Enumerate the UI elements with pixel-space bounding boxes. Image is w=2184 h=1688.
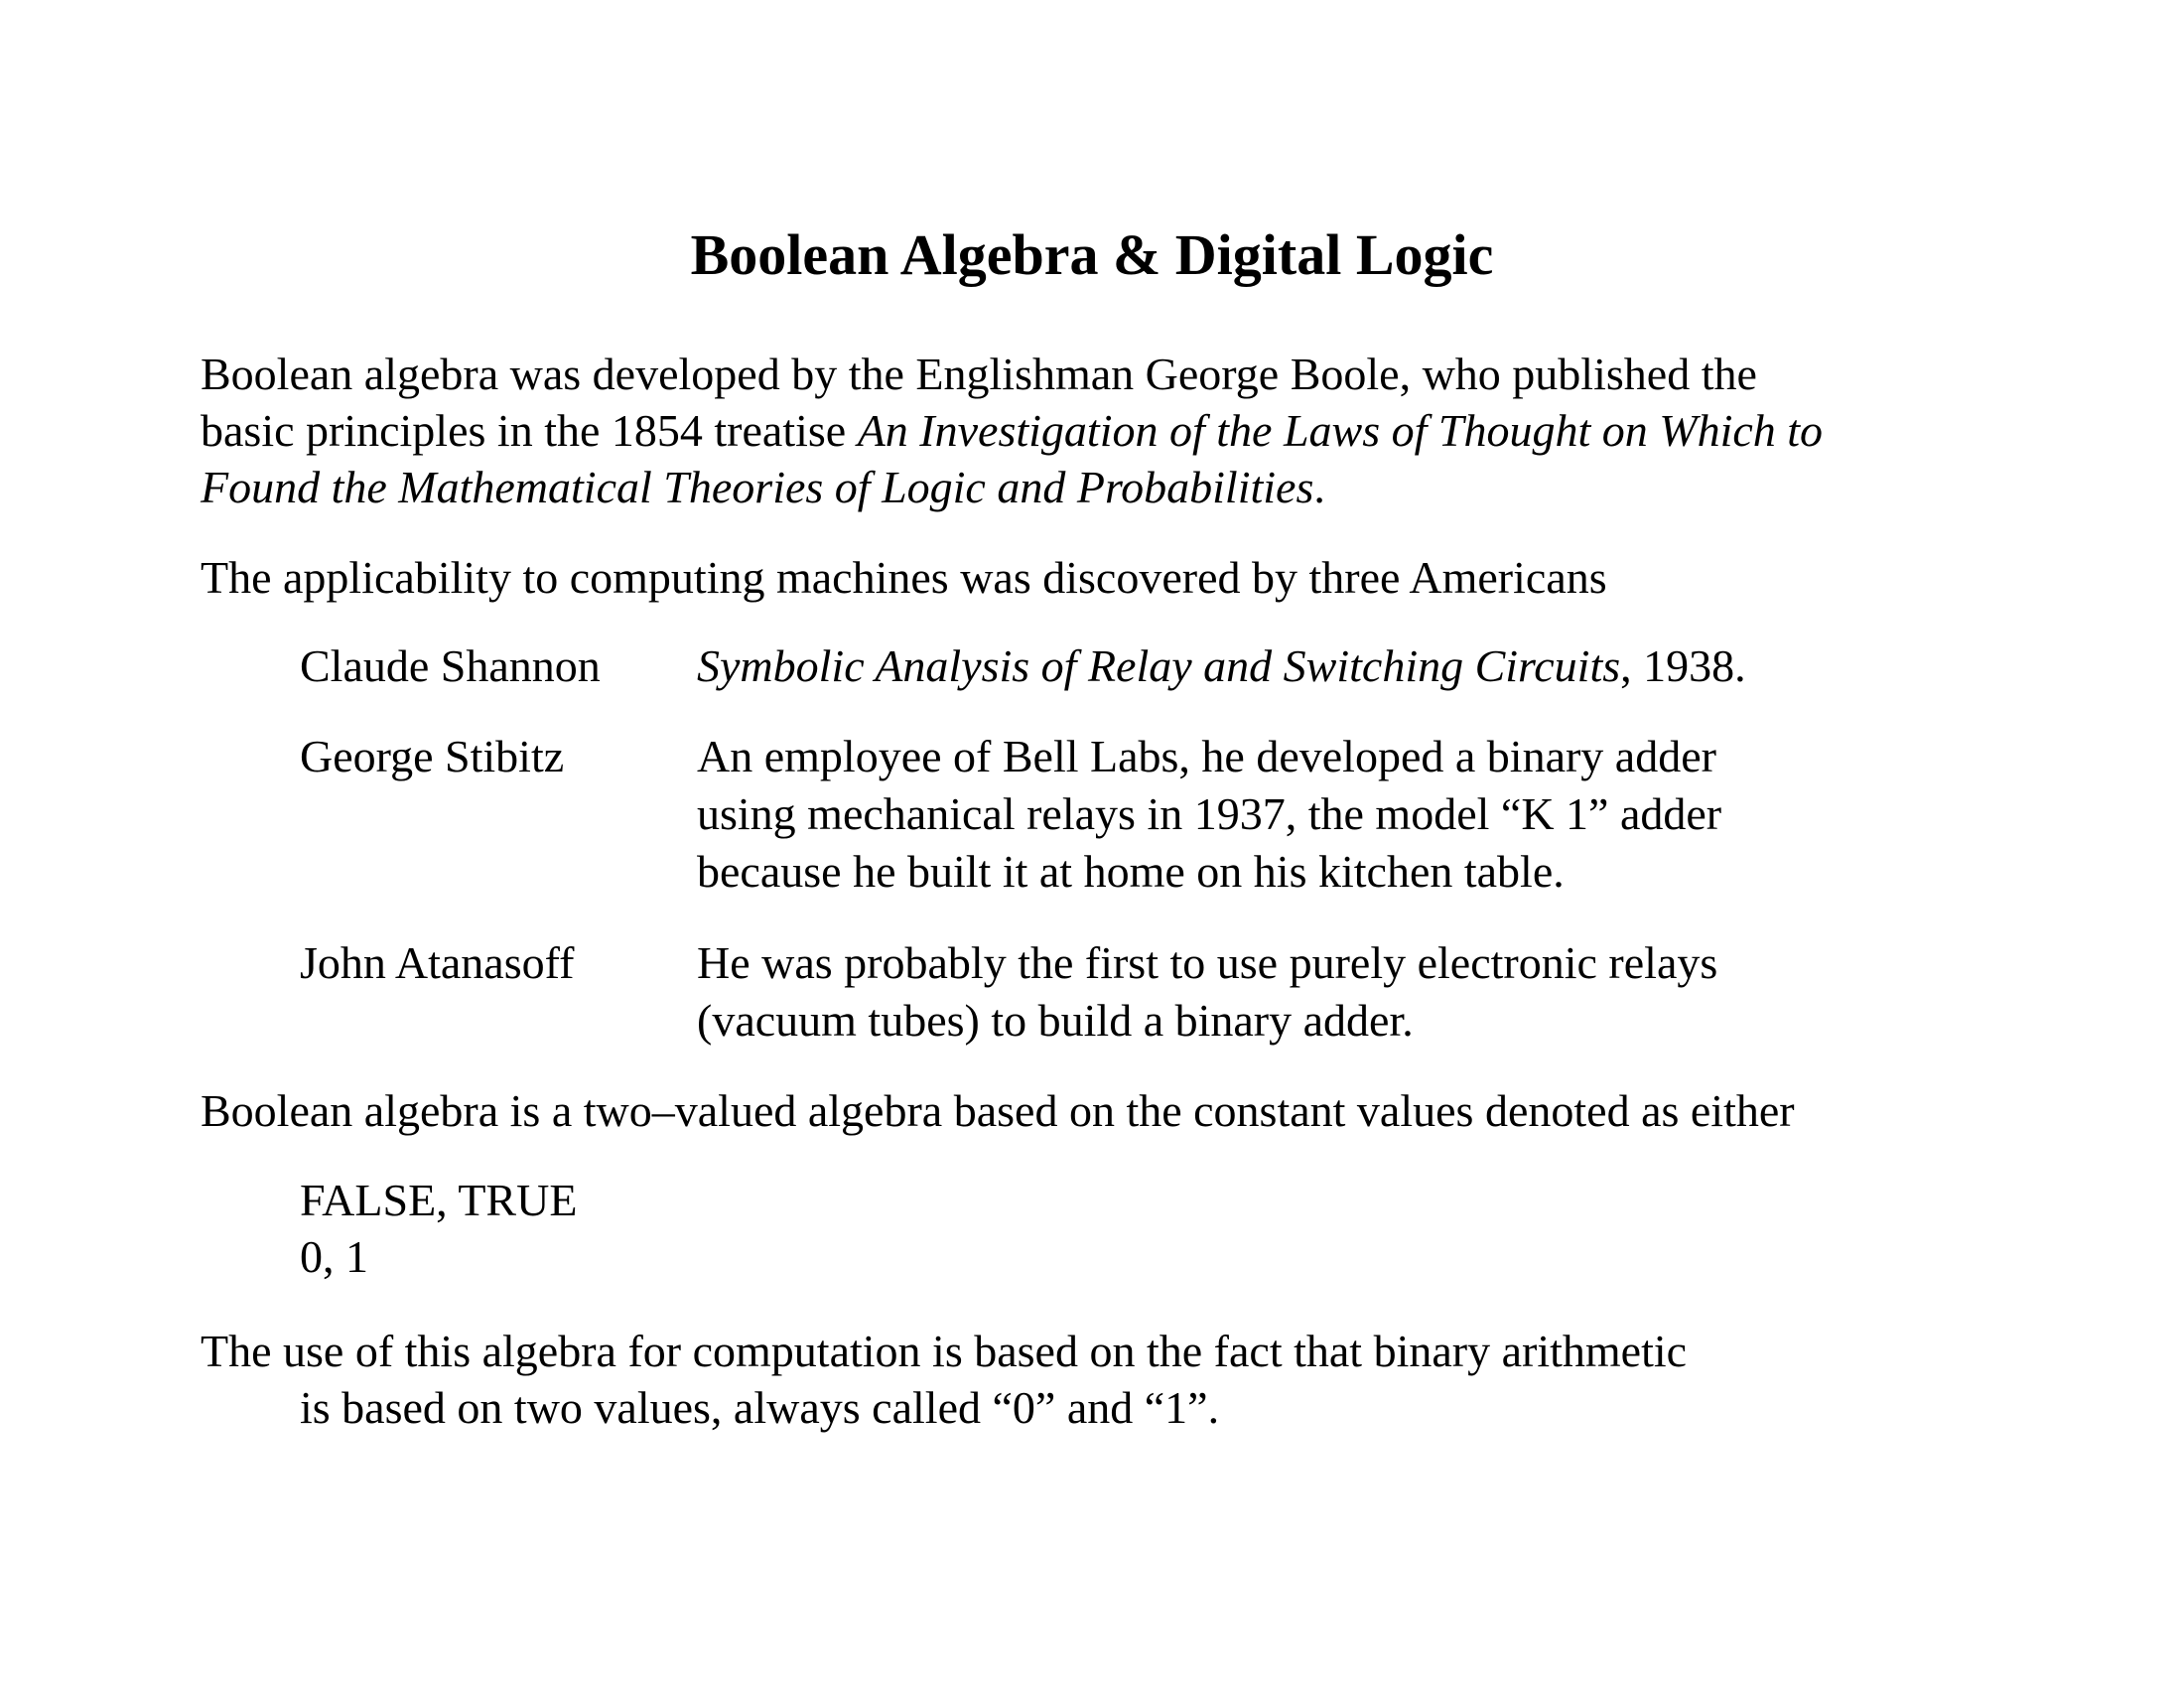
person-name: John Atanasoff [300, 937, 575, 988]
applicability-paragraph: The applicability to computing machines was discovered by three Americans [201, 552, 1607, 603]
treatise-title-part-1: An Investigation of the Laws of Thought on Which to [857, 405, 1824, 456]
intro-line-2 [201, 402, 2067, 459]
person-description [697, 728, 1721, 901]
values-zero-one: 0, 1 [300, 1231, 368, 1282]
shannon-work-year: , 1938. [1620, 640, 1746, 691]
person-description [697, 934, 1717, 1050]
person-name: Claude Shannon [300, 640, 601, 691]
two-valued-paragraph: Boolean algebra is a two–valued algebra based on the constant values denoted as either [201, 1085, 1795, 1136]
values-false-true: FALSE, TRUE [300, 1175, 578, 1225]
use-line-2: is based on two values, always called “0” and “1”. [300, 1382, 1220, 1433]
person-name: George Stibitz [300, 731, 565, 781]
intro-line-1: Boolean algebra was developed by the Englishman George Boole, who published the [201, 349, 1757, 399]
treatise-title-part-2: Found the Mathematical Theories of Logic and Probabilities [201, 462, 1314, 512]
intro-line-3-end: . [1313, 462, 1325, 512]
shannon-work-title: Symbolic Analysis of Relay and Switching Circuits [697, 640, 1621, 691]
intro-paragraph [201, 346, 2067, 515]
constant-values [300, 1172, 577, 1285]
atanasoff-desc-line-1: He was probably the first to use purely electronic relays [697, 937, 1718, 988]
page-title: Boolean Algebra & Digital Logic [690, 222, 1494, 287]
intro-line-3 [201, 459, 2067, 515]
use-paragraph [201, 1323, 2067, 1436]
stibitz-desc-line-1: An employee of Bell Labs, he developed a binary adder [697, 731, 1716, 781]
stibitz-desc-line-2: using mechanical relays in 1937, the model “K 1” adder [697, 788, 1722, 839]
atanasoff-desc-line-2: (vacuum tubes) to build a binary adder. [697, 995, 1414, 1046]
stibitz-desc-line-3: because he built it at home on his kitchen table. [697, 846, 1565, 897]
intro-line-2-text: basic principles in the 1854 treatise [201, 405, 858, 456]
use-line-1: The use of this algebra for computation is based on the fact that binary arithmetic [201, 1326, 1688, 1376]
person-description [697, 637, 1746, 695]
